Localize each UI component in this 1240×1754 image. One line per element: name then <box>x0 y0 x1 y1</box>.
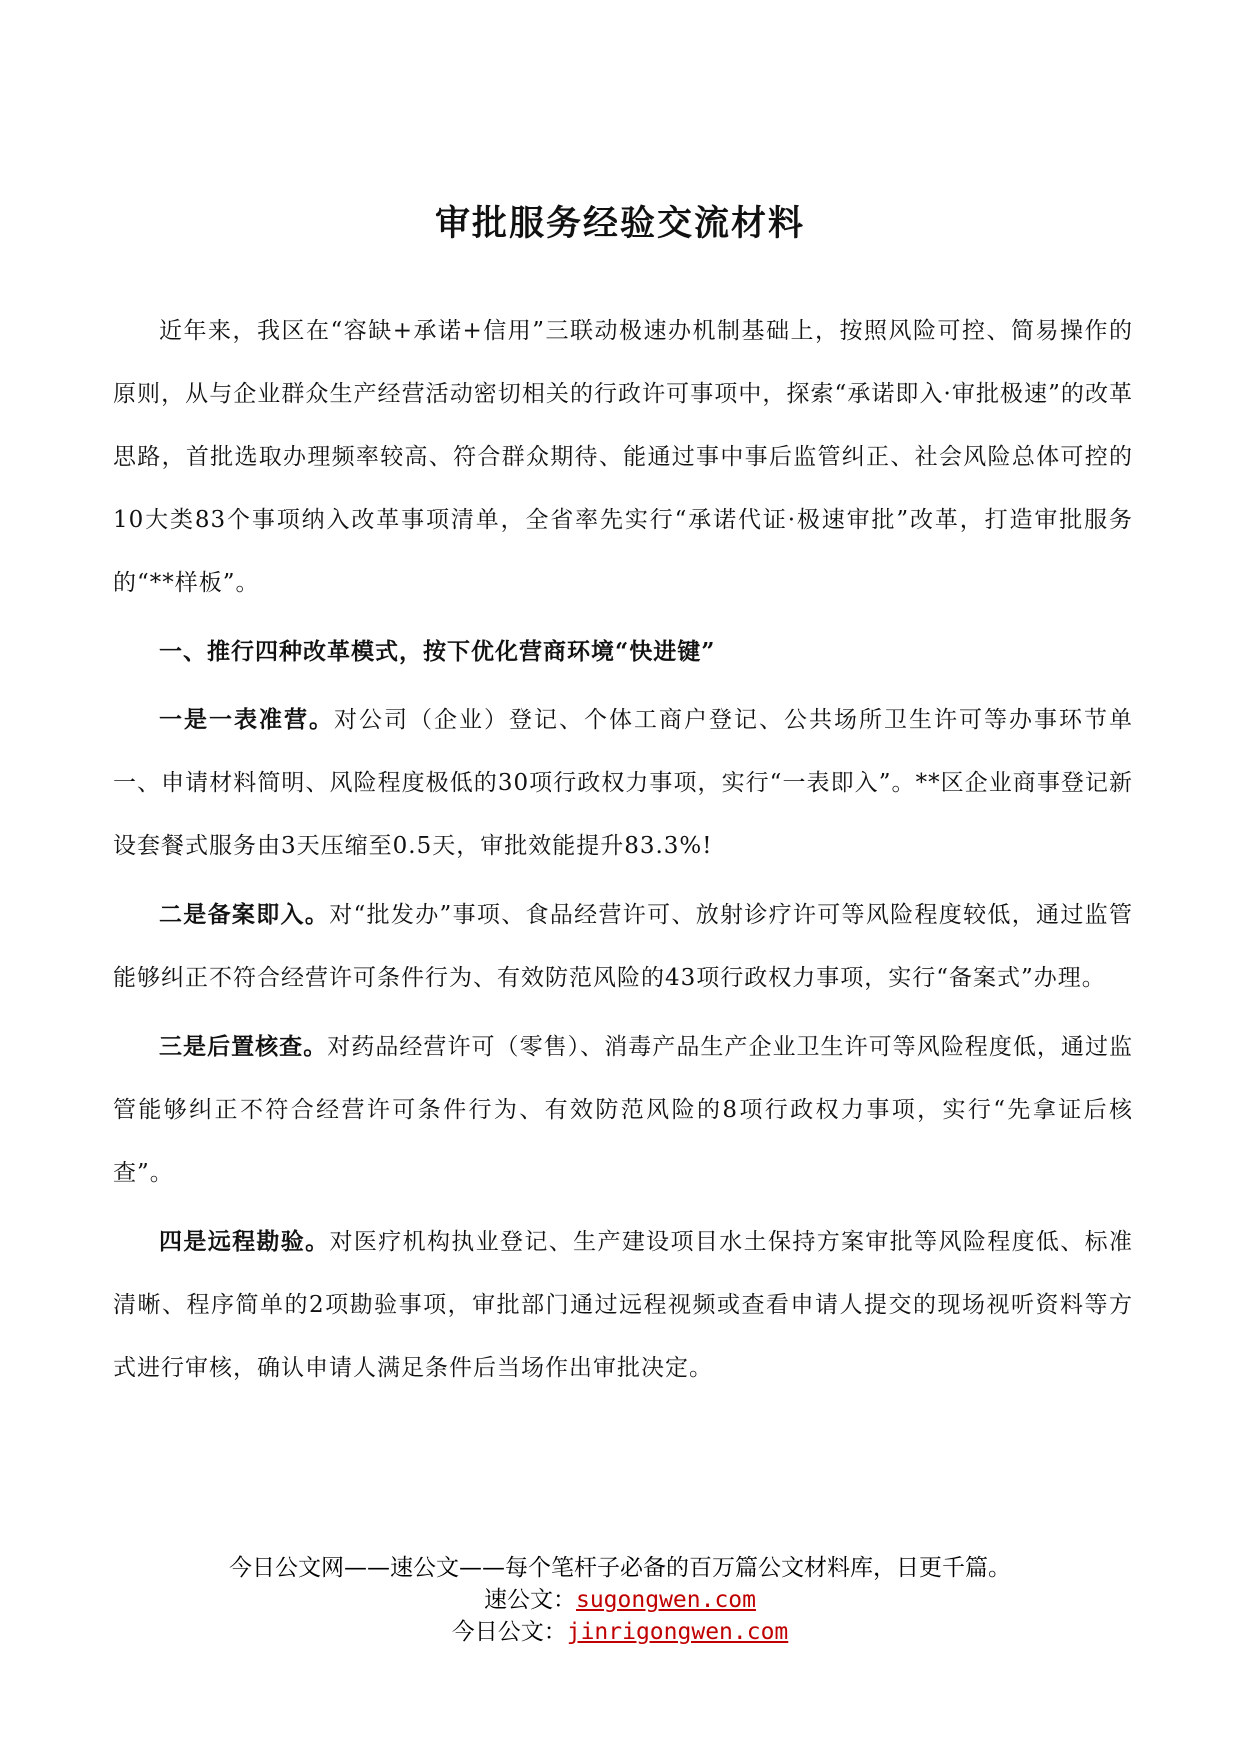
footer-site-2 <box>0 1616 1240 1648</box>
item-text: 对“批发办”事项、食品经营许可、放射诊疗许可等风险程度较低，通过监管能够纠正不符合经营许可条件行为、有效防范风险的43项行政权力事项，实行“备案式”办理。 <box>113 902 1133 991</box>
item-paragraph-4 <box>113 1210 1133 1400</box>
item-text: 对医疗机构执业登记、生产建设项目水土保持方案审批等风险程度低、标准清晰、程序简单的2项勘验事项，审批部门通过远程视频或查看申请人提交的现场视听资料等方式进行审核，确认申请人满足条件后当场作出审批决定。 <box>113 1229 1134 1381</box>
footer <box>0 1552 1240 1648</box>
footer-site-1-label: 速公文： <box>483 1587 576 1613</box>
section-heading: 一、推行四种改革模式，按下优化营商环境“快进键” <box>159 638 716 665</box>
item-text: 对公司（企业）登记、个体工商户登记、公共场所卫生许可等办事环节单一、申请材料简明、风险程度极低的30项行政权力事项，实行“一表即入”。**区企业商事登记新设套餐式服务由3天压缩至0.5天，审批效能提升83.3%! <box>113 707 1133 859</box>
item-paragraph-3 <box>113 1015 1133 1205</box>
footer-site-2-label: 今日公文： <box>451 1619 567 1645</box>
item-lead: 一是一表准营。 <box>159 706 334 733</box>
footer-site-2-link[interactable]: jinrigongwen.com <box>566 1619 789 1645</box>
intro-paragraph: 近年来，我区在“容缺+承诺+信用”三联动极速办机制基础上，按照风险可控、简易操作的原则，从与企业群众生产经营活动密切相关的行政许可事项中，探索“承诺即入·审批极速”的改革思路，首批选取办理频率较高、符合群众期待、能通过事中事后监管纠正、社会风险总体可控的10大类83个事项纳入改革事项清单，全省率先实行“承诺代证·极速审批”改革，打造审批服务的“**样板”。 <box>113 318 1133 596</box>
item-paragraph-2 <box>113 883 1133 1010</box>
document-body <box>113 300 1133 1405</box>
footer-site-1-link[interactable]: sugongwen.com <box>575 1587 756 1613</box>
item-paragraph-1 <box>113 688 1133 878</box>
item-lead: 四是远程勘验。 <box>159 1228 330 1255</box>
footer-slogan: 今日公文网——速公文——每个笔杆子必备的百万篇公文材料库，日更千篇。 <box>229 1555 1011 1581</box>
item-lead: 三是后置核查。 <box>159 1033 328 1060</box>
footer-site-1 <box>0 1584 1240 1616</box>
document-title: 审批服务经验交流材料 <box>434 203 805 244</box>
item-text: 对药品经营许可（零售）、消毒产品生产企业卫生许可等风险程度低，通过监管能够纠正不符合经营许可条件行为、有效防范风险的8项行政权力事项，实行“先拿证后核查”。 <box>113 1034 1134 1186</box>
item-lead: 二是备案即入。 <box>159 901 330 928</box>
